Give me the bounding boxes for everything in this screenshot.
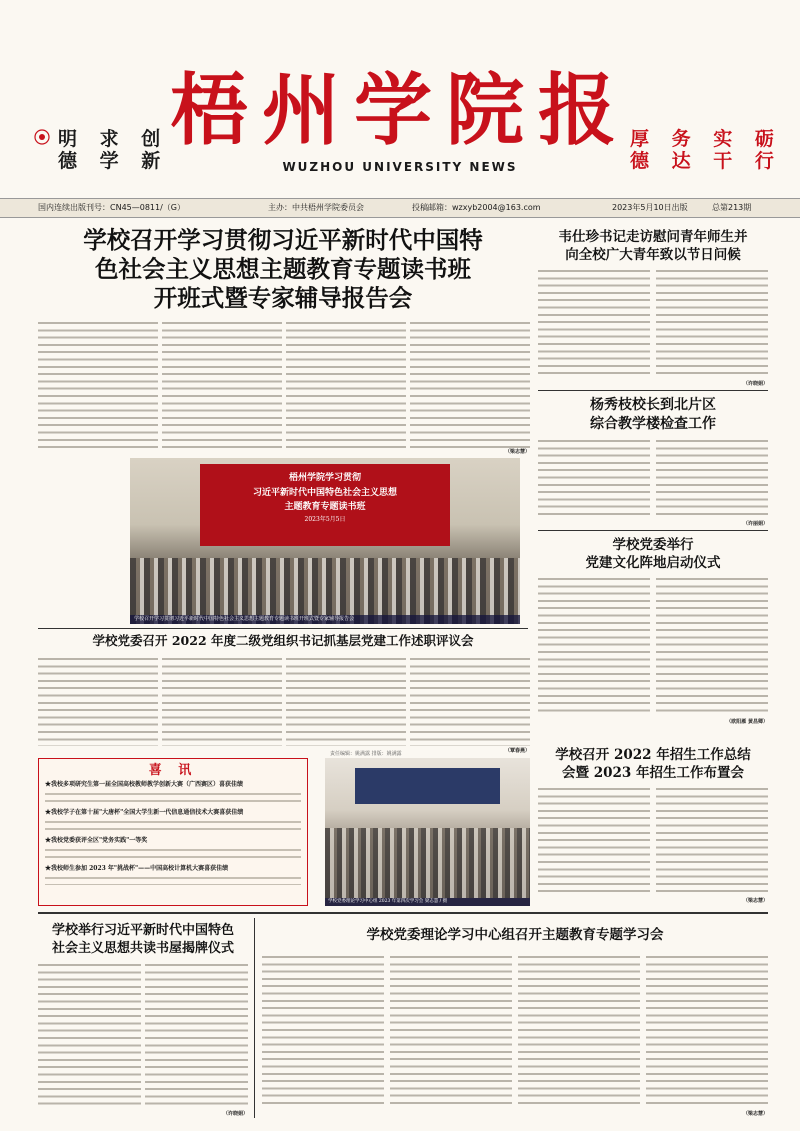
admission-headline-line2: 会暨 2023 年招生工作布置会 xyxy=(562,765,744,781)
wei-body-col1 xyxy=(538,268,650,378)
review-author: （覃春燕） xyxy=(504,748,530,754)
motto-left-row2: 德 学 新 xyxy=(58,150,169,172)
photo-screen xyxy=(355,768,500,804)
theory-headline: 学校党委理论学习中心组召开主题教育专题学习会 xyxy=(366,927,664,943)
review-body-col3 xyxy=(286,656,406,746)
admission-headline-line1: 学校召开 2022 年招生工作总结 xyxy=(555,747,751,763)
party-headline-line1: 学校党委举行 xyxy=(612,537,694,553)
reading-headline-line1: 学校举行习近平新时代中国特色 xyxy=(51,923,234,938)
good-news-text xyxy=(45,847,301,863)
admission-body-col2 xyxy=(656,786,768,894)
reading-headline-line2: 社会主义思想共读书屋揭牌仪式 xyxy=(51,941,234,956)
lead-body-col2 xyxy=(162,320,282,448)
divider xyxy=(38,912,768,914)
review-body-col4 xyxy=(410,656,530,746)
divider xyxy=(538,390,768,391)
yang-headline xyxy=(538,396,768,434)
party-author: （欧阳雁 黄昌卿） xyxy=(726,719,768,725)
theory-author: （梁志慧） xyxy=(742,1111,768,1117)
reading-headline xyxy=(38,922,248,958)
party-body-col1 xyxy=(538,576,650,716)
issue-number: 总第213期 xyxy=(712,203,752,212)
motto-right-row1: 厚 务 实 砺 xyxy=(630,128,782,150)
banner-line3: 主题教育专题读书班 xyxy=(284,502,366,512)
photo-attendees xyxy=(325,828,530,898)
review-body-col1 xyxy=(38,656,158,746)
lead-headline xyxy=(38,226,528,313)
wei-headline-line2: 向全校广大青年致以节日问候 xyxy=(565,247,741,263)
yang-body-col1 xyxy=(538,438,650,518)
admission-author: （梁志慧） xyxy=(742,898,768,904)
photo-banner xyxy=(200,464,450,546)
yang-body-col2 xyxy=(656,438,768,518)
good-news-box xyxy=(38,758,308,906)
divider xyxy=(254,918,255,1118)
lead-headline-line2: 色社会主义思想主题教育专题读书班 xyxy=(95,255,471,283)
lead-headline-line3: 开班式暨专家辅导报告会 xyxy=(153,284,413,312)
banner-date: 2023年5月5日 xyxy=(304,516,346,523)
reading-author: （许晓娟） xyxy=(222,1111,248,1117)
divider xyxy=(38,628,528,629)
lead-body-col4 xyxy=(410,320,530,448)
review-headline: 学校党委召开 2022 年度二级党组织书记抓基层党建工作述职评议会 xyxy=(92,633,474,648)
good-news-item-3: ★我校党委获评全区"党务实践"一等奖 xyxy=(45,837,148,844)
wei-headline-line1: 韦仕珍书记走访慰问青年师生并 xyxy=(558,229,748,245)
school-logo xyxy=(34,127,50,173)
masthead-subtitle: WUZHOU UNIVERSITY NEWS xyxy=(282,160,518,174)
good-news-item-2: ★我校学子在第十届"大唐杯"全国大学生新一代信息通信技术大赛喜获佳绩 xyxy=(45,809,244,816)
info-bar xyxy=(0,198,800,218)
yang-headline-line1: 杨秀枝校长到北片区 xyxy=(590,397,716,413)
editors-line: 责任编辑：姚满露 排版：姚满露 xyxy=(330,751,402,757)
motto-right-row2: 德 达 干 行 xyxy=(630,150,782,172)
lead-body-col3 xyxy=(286,320,406,448)
cn-number: 国内连续出版刊号：CN45—0811/（G） xyxy=(38,203,186,212)
review-body-col2 xyxy=(162,656,282,746)
lead-author: （梁志慧） xyxy=(504,449,530,455)
theory-body-col4 xyxy=(646,954,768,1108)
theory-body-col2 xyxy=(390,954,512,1108)
reading-body-col2 xyxy=(145,962,248,1108)
banner-line2: 习近平新时代中国特色社会主义思想 xyxy=(252,488,397,498)
party-headline-line2: 党建文化阵地启动仪式 xyxy=(585,555,721,571)
wei-headline xyxy=(538,228,768,264)
host-unit: 主办：中共梧州学院委员会 xyxy=(268,203,364,212)
reading-body-col1 xyxy=(38,962,141,1108)
photo-caption: 学校召开学习贯彻习近平新时代中国特色社会主义思想主题教育专题读书班开班式暨专家辅导报告会 xyxy=(130,615,520,624)
good-news-text xyxy=(45,819,301,835)
motto-left-row1: 明 求 创 xyxy=(58,128,169,150)
second-photo-caption: 学校党委理论学习中心组 2023 年第四次学习会 梁志慧 / 摄 xyxy=(325,898,530,906)
wei-body-col2 xyxy=(656,268,768,378)
party-headline xyxy=(538,536,768,572)
lead-body-col1 xyxy=(38,320,158,448)
good-news-text xyxy=(45,791,301,807)
submit-email: 投稿邮箱：wzxyb2004@163.com xyxy=(412,203,541,212)
admission-body-col1 xyxy=(538,786,650,894)
good-news-item-4: ★我校师生参加 2023 年"挑战杯"——中国高校计算机大赛喜获佳绩 xyxy=(45,865,229,872)
good-news-title: 喜 讯 xyxy=(148,763,198,778)
banner-line1: 梧州学院学习贯彻 xyxy=(288,473,361,483)
theory-body-col1 xyxy=(262,954,384,1108)
second-photo xyxy=(325,758,530,906)
publish-date: 2023年5月10日出版 xyxy=(612,203,688,212)
yang-author: （许丽娟） xyxy=(742,521,768,527)
theory-body-col3 xyxy=(518,954,640,1108)
main-photo xyxy=(130,458,520,624)
yang-headline-line2: 综合教学楼检查工作 xyxy=(590,416,716,432)
masthead-title: 梧州学院报 xyxy=(169,65,630,156)
divider xyxy=(538,530,768,531)
good-news-item-1: ★我校多项研究生第一届全国高校教师教学创新大赛（广西赛区）喜获佳绩 xyxy=(45,781,244,788)
lead-headline-line1: 学校召开学习贯彻习近平新时代中国特 xyxy=(83,226,483,254)
wei-author: （许晓娟） xyxy=(742,381,768,387)
party-body-col2 xyxy=(656,576,768,716)
admission-headline xyxy=(538,746,768,782)
good-news-text xyxy=(45,875,301,885)
